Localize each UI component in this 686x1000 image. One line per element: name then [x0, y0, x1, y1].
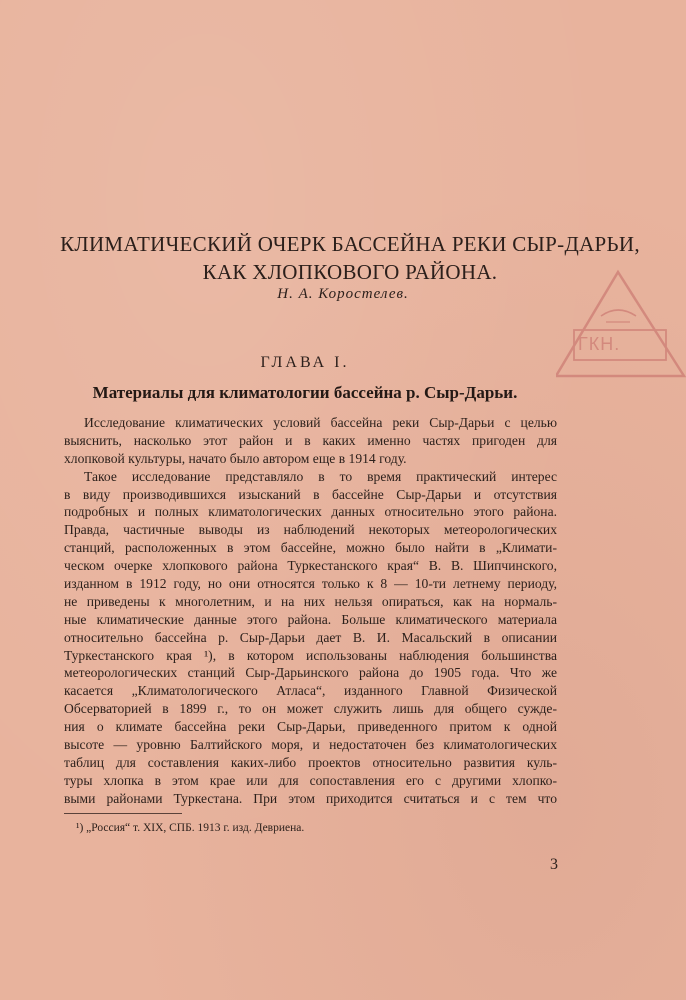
paragraph-1-line: хлопковой культуры, начато было автором еще в 1914 году. [64, 450, 407, 466]
footnote-divider [64, 813, 182, 814]
chapter-subtitle: Материалы для климатологии бассейна р. Сыр-Дарьи. [92, 383, 518, 402]
paragraph-2-line: Такое исследование представляло в то время практический интерес [84, 468, 557, 484]
paragraph-1-line: выяснить, насколько этот район и в каких именно частях пригоден для [64, 432, 557, 448]
article-title-line-1: КЛИМАТИЧЕСКИЙ ОЧЕРК БАССЕЙНА РЕКИ СЫР-ДАРЬИ, [60, 232, 640, 256]
stamp-triangle-icon [556, 268, 686, 380]
library-stamp [556, 268, 686, 380]
stamp-text: ГКН. [578, 334, 621, 354]
paragraph-2-line: подробных и полных климатологических данных относительно этого района. [64, 504, 557, 520]
body-text [64, 414, 557, 808]
page-number: 3 [550, 856, 558, 873]
paragraph-2-line: выми районами Туркестана. При этом приходится считаться и с тем что [64, 790, 557, 806]
footnote: ¹) „Россия“ т. XIX, СПБ. 1913 г. изд. Девриена. [76, 822, 305, 834]
paragraph-2-line: туры хлопка в этом крае или для сопоставления его с другими хлопко- [64, 772, 557, 788]
paragraph-2-line: касается „Климатологического Атласа“, изданного Главной Физической [64, 683, 557, 699]
paragraph-2-line: ния о климате бассейна реки Сыр-Дарьи, приведенного притом к одной [64, 719, 557, 735]
chapter-heading: ГЛАВА I. [260, 354, 350, 371]
paragraph-2-line: высоте — уровню Балтийского моря, и недостаточен без климатологических [64, 737, 557, 753]
paragraph-2-line: станций, расположенных в этом бассейне, можно было найти в „Климати- [64, 540, 557, 556]
paragraph-2-line: в виду производившихся изысканий в бассейне Сыр-Дарьи и отсутствия [64, 486, 557, 502]
paragraph-1-line: Исследование климатических условий бассейна реки Сыр-Дарьи с целью [84, 415, 557, 430]
paragraph-2-line: ческом очерке хлопкового района Туркестанского края“ В. В. Шипчинского, [64, 558, 557, 574]
paragraph-2-line: Обсерваторией в 1899 г., то он может служить лишь для общего сужде- [64, 701, 557, 717]
article-title-line-2: КАК ХЛОПКОВОГО РАЙОНА. [202, 260, 498, 284]
paragraph-2-line: изданном в 1912 году, но они относятся только к 8 — 10-ти летнему периоду, [64, 576, 557, 592]
paragraph-2-line: ные климатические данные этого района. Больше климатического материала [64, 611, 557, 627]
paragraph-2-line: метеорологических станций Сыр-Дарьинского района до 1905 года. Что же [64, 665, 557, 681]
paragraph-2-line: Туркестанского края ¹), в котором использованы наблюдения большинства [64, 647, 557, 663]
paragraph-2-line: не приведены к многолетним, и на них нельзя опираться, как на нормаль- [64, 593, 557, 609]
paragraph-2-line: Правда, частичные выводы из наблюдений некоторых метеорологических [64, 522, 557, 538]
article-author: Н. А. Коростелев. [277, 286, 409, 302]
paragraph-2-line: относительно бассейна р. Сыр-Дарьи дает В. И. Масальский в описании [64, 629, 557, 645]
paragraph-2-line: таблиц для составления каких-либо проектов относительно развития куль- [64, 754, 557, 770]
